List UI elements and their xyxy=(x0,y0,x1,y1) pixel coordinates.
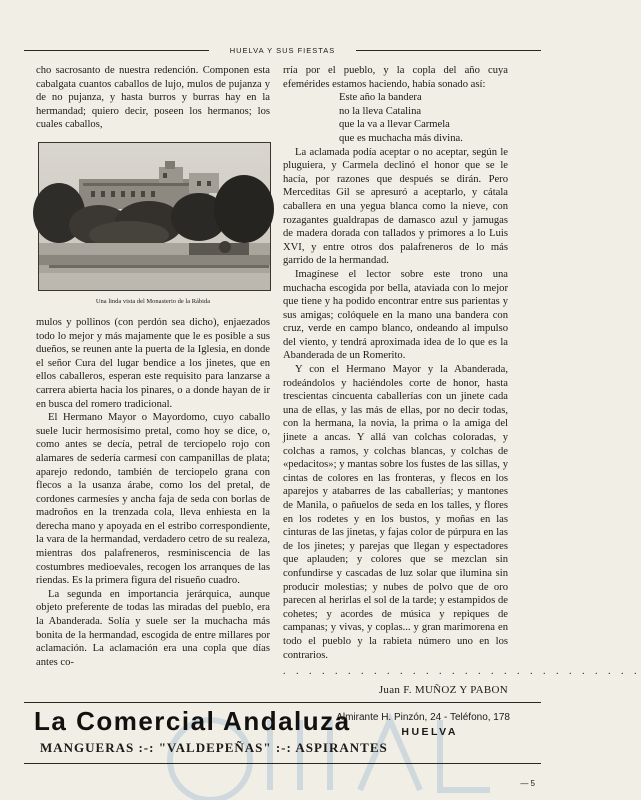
left-paragraph-2: El Hermano Mayor o Mayordomo, cuyo caballo suele lucir hermosísimo pretal, como hoy se dice, o, como antes se decía, petral de terciopelo rojo con alamares de sedería carmesí con campanillas de plata; aparejo redondo, también de terciopelo grana con flecos a la usanza árabe, como los del pretal, de cordones carmesíes y ancha faja de seda con borlas de madroños en la trenzada cola, lleva enhiesta en la derecha mano y apoyada en el estribo correspondiente, la vara de la hermandad, verdadero cetro de su realeza, mientras dos palafreneros, resminiscencia de las costumbres medioevales, recogen los arranques de las riendas. Es la primera figura del risueño cuadro. xyxy=(36,412,270,587)
header-title: HUELVA Y SUS FIESTAS xyxy=(229,46,336,55)
left-paragraph-3: La segunda en importancia jerárquica, aunque objeto preferente de todas las miradas del pueblo, era la Abanderada. Solía y suele ser la muchacha más bonita de la hermandad, escogida de entre millares por aclamación. La aclamación era una copla que días antes co- xyxy=(36,588,270,668)
right-intro-paragraph: rría por el pueblo, y la copla del año cuya efemérides estamos haciendo, había sonado así: xyxy=(283,65,508,90)
right-column xyxy=(283,64,641,698)
monastery-photo-image xyxy=(39,143,270,290)
left-intro-paragraph: cho sacrosanto de nuestra redención. Componen esta cabalgata cuantos caballos de lujo, mulos de pujanza y de no pujanza, y hasta burros y burras hay en la hermandad; quiero decir, poseen los hermanos; los cuales caballos, xyxy=(36,65,270,131)
header-rule-right xyxy=(356,50,541,51)
advert-bottom-rule xyxy=(24,763,541,764)
advert-address: Almirante H. Pinzón, 24 - Teléfono, 178 xyxy=(336,712,510,723)
advert-city: HUELVA xyxy=(401,726,458,738)
advert-top-rule xyxy=(24,702,541,703)
right-paragraph-3: Y con el Hermano Mayor y la Abanderada, rodeándolos y haciéndoles corte de honor, hasta trescientas cincuenta caballerías con un jinete cada una de ellas, y las más de ellas, por no decir todas, con la hermana, la novia, la prima o la amiga del jinete a ancas. Y allá van colchas coloradas, y colchas a ramos, y colchas blancas, y colchas de «pedacitos»; y mantas sobre los fustes de las sillas, y cintas de colores en las fronteras, y flecos en los aparejos y atabarres de las caballerías; y mantones de Manila, o pañuelos de seda en los talles, y flores en los rodetes y en los bustos, y moñas en las cinturas de las jinetas, y fajas color de púrpura en las de los jinetes; y parejas que llegan y espectadores que aplauden; y colores que se mezclan sin confundirse y cascadas de luz solar que ilumina sin producir molestias; y nubes de polvo que de oro parecen al herirlas el sol de la tarde; y estampidos de cohetes; y acordes de música y repiques de campanas; y vivas, y coplas... y gran marimorena en todo el pueblo y la rabieta número uno en los contrarios. xyxy=(283,364,508,661)
author-signature: Juan F. MUÑOZ Y PABON xyxy=(378,684,508,697)
page-number: — 5 xyxy=(520,779,535,788)
page-header xyxy=(24,44,541,58)
advert-company-name: La Comercial Andaluza xyxy=(34,706,351,736)
dotted-separator: . . . . . . . . . . . . . . . . . . . . . . . . . . . . xyxy=(283,666,641,678)
advert-tagline: MANGUERAS :-: "VALDEPEÑAS" :-: ASPIRANTES xyxy=(40,740,388,755)
left-paragraph-1: mulos y pollinos (con perdón sea dicho), enjaezados todo lo mejor y más majamente que le es posible a sus dueños, se reunen ante la puerta de la Iglesia, en donde el señor Cura del lugar bendice a los jinetes, que en ellos caballeros, esperan este requisito para lanzarse a carrera abierta hacia los pinares, o a donde hayan de ir en busca del romero tradicional. xyxy=(36,316,270,410)
poem-line: Este año la bandera xyxy=(339,92,422,104)
photo-caption: Una linda vista del Monasterio de la Rábida xyxy=(95,297,211,305)
poem-line: que la va a llevar Carmela xyxy=(339,119,450,131)
left-column xyxy=(36,64,270,669)
poem-line: no la lleva Catalina xyxy=(339,105,422,117)
right-paragraph-2: Imagínese el lector sobre este trono una muchacha escogida por bella, ataviada con lo mejor que tiene y ha podido encontrar entre sus parientas y sus amigas; colóquele en la mano una bandera con cruz, verde en campo blanco, ondeando al impulso del viento, y tendrá aproximada idea de lo que es la Abanderada de un Romerito. xyxy=(283,268,508,362)
poem-stanza xyxy=(283,91,508,145)
poem-line: que es muchacha más divina. xyxy=(339,132,463,144)
monastery-photo xyxy=(38,142,271,291)
right-paragraph-1: La aclamada podía aceptar o no aceptar, según le pluguiera, y Carmela declinó el honor que se le hacía, por razones que después se dirán. Pero Merceditas Gil se apresuró a aceptarlo, y cátala caballera en una yegua blanca como la nieve, con rozagantes gualdrapas de damasco azul y jamugas de madera dorada con tallados y primores a lo Luis XVI, y entre otros dos palafreneros de lo más garrido de la hermandad. xyxy=(283,146,508,267)
